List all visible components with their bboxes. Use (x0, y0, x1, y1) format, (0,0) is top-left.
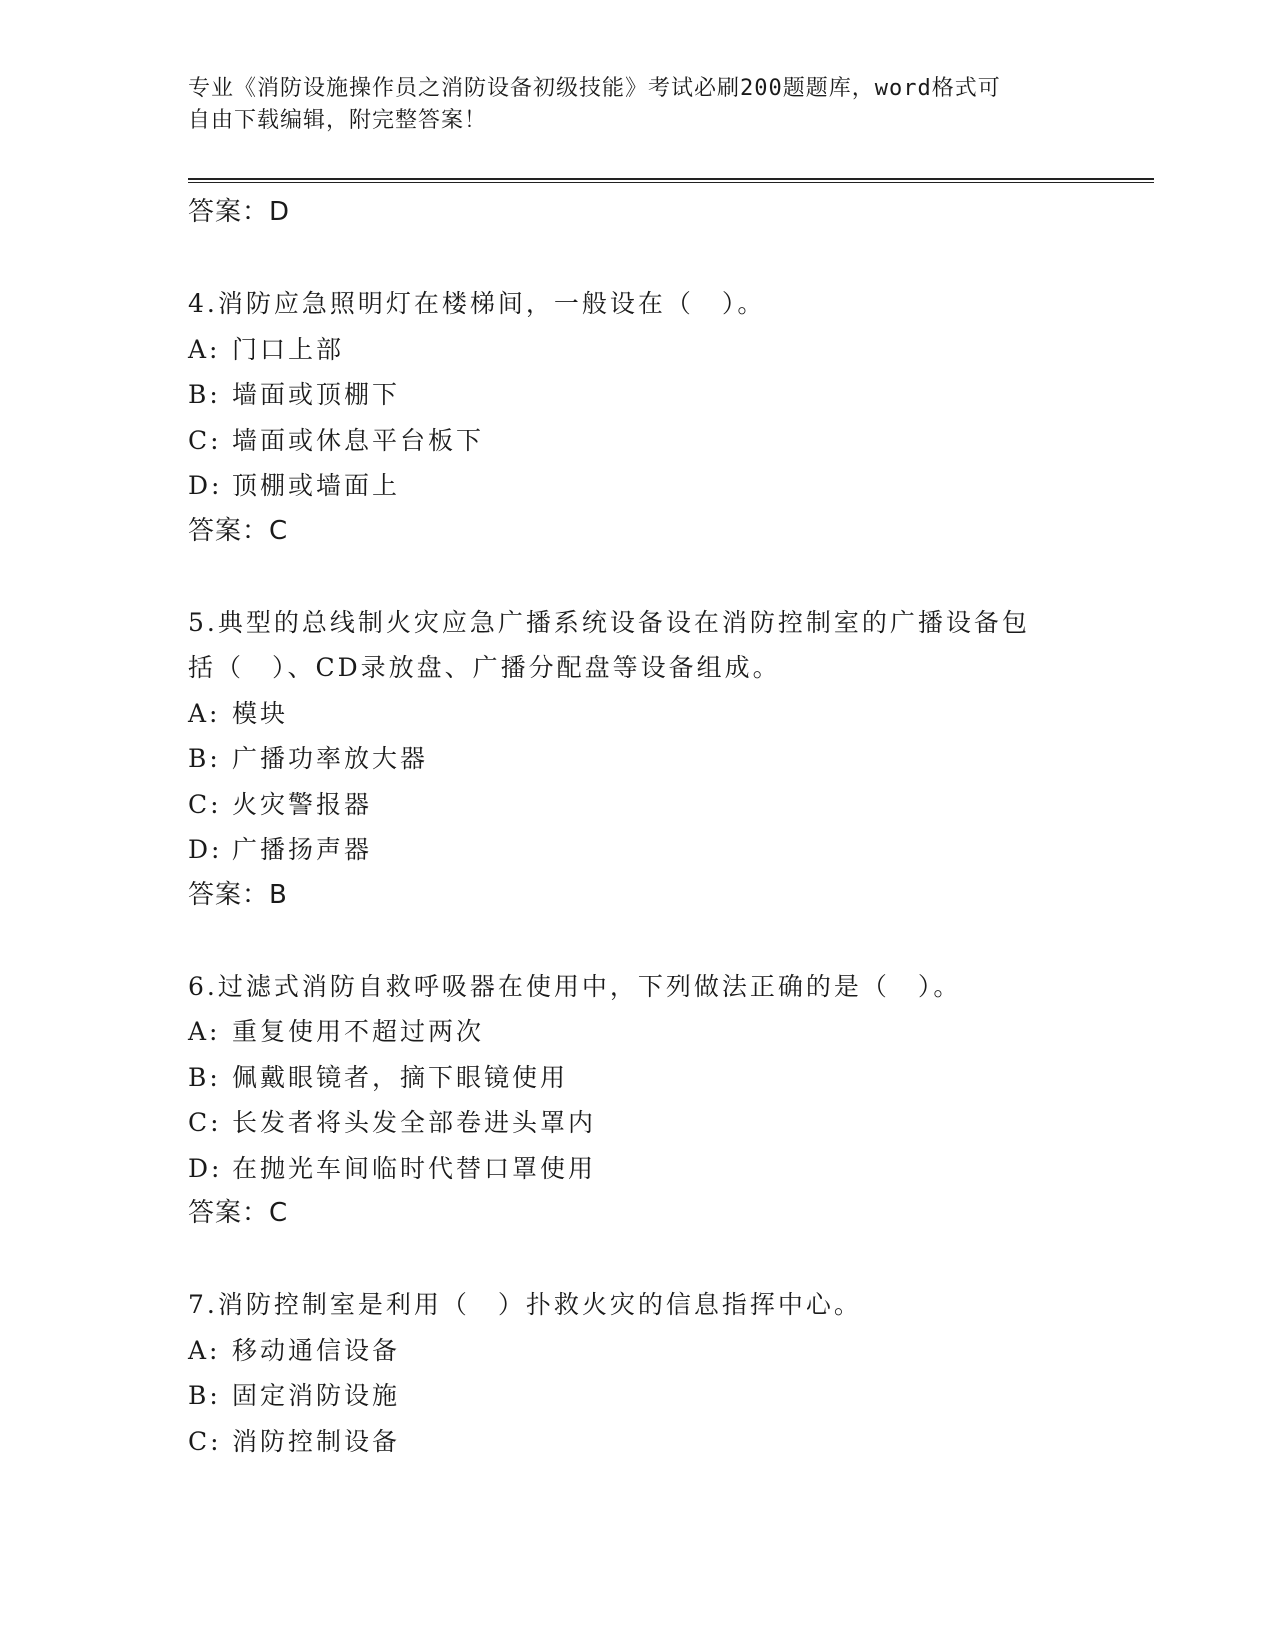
option-text: 佩戴眼镜者，摘下眼镜使用 (232, 1062, 569, 1092)
option-key: C: (188, 425, 222, 455)
option-text: 门口上部 (232, 334, 345, 364)
question-item (188, 281, 1088, 554)
spacer (188, 554, 1088, 600)
option-key: A: (188, 1335, 221, 1365)
option-row (188, 1055, 1088, 1101)
option-text: 重复使用不超过两次 (232, 1017, 485, 1046)
option-key: B: (188, 380, 221, 409)
option-row (188, 782, 1088, 828)
option-row (188, 1146, 1088, 1192)
option-text: 移动通信设备 (232, 1335, 401, 1365)
header-divider (188, 178, 1154, 183)
option-text: 消防控制设备 (232, 1426, 401, 1456)
option-row (188, 327, 1088, 373)
option-row (188, 1100, 1088, 1146)
option-row (188, 1009, 1088, 1055)
option-text: 广播功率放大器 (232, 744, 429, 773)
answer-line: 答案：B (188, 879, 288, 910)
option-key: D: (188, 1153, 223, 1183)
spacer (188, 1237, 1088, 1283)
option-row (188, 1419, 1088, 1465)
option-key: A: (188, 698, 221, 728)
option-row (188, 827, 1088, 873)
spacer (188, 918, 1088, 964)
question-stem-line: 7.消防控制室是利用（ ）扑救火灾的信息指挥中心。 (188, 1290, 862, 1319)
option-key: C: (188, 1108, 222, 1137)
option-row (188, 372, 1088, 418)
header-title-line-1: 专业《消防设施操作员之消防设备初级技能》考试必刷200题题库，word格式可 (188, 76, 1001, 101)
option-key: A: (188, 1017, 221, 1046)
option-key: D: (188, 471, 223, 500)
answer-line: 答案：C (188, 515, 289, 546)
option-text: 长发者将头发全部卷进头罩内 (232, 1108, 597, 1137)
option-text: 在抛光车间临时代替口罩使用 (232, 1153, 597, 1183)
option-text: 墙面或休息平台板下 (232, 425, 485, 455)
answer-line: 答案：D (188, 197, 291, 227)
question-stem-line: 6.过滤式消防自救呼吸器在使用中，下列做法正确的是（ ）。 (188, 971, 962, 1001)
option-key: B: (188, 744, 221, 773)
question-list (188, 190, 1088, 1464)
option-key: B: (188, 1381, 221, 1410)
option-key: C: (188, 789, 222, 819)
page-header (188, 73, 1068, 137)
option-row (188, 463, 1088, 509)
option-row (188, 418, 1088, 464)
option-text: 墙面或顶棚下 (232, 380, 401, 409)
option-text: 火灾警报器 (232, 789, 373, 819)
option-key: B: (188, 1062, 221, 1092)
option-text: 顶棚或墙面上 (232, 471, 401, 500)
spacer (188, 236, 1088, 282)
option-text: 广播扬声器 (232, 835, 373, 864)
answer-line: 答案：C (188, 1198, 289, 1228)
header-title-line-2: 自由下载编辑，附完整答案！ (188, 108, 488, 133)
option-row (188, 691, 1088, 737)
question-stem-line: 4.消防应急照明灯在楼梯间，一般设在（ ）。 (188, 289, 766, 318)
option-row (188, 1373, 1088, 1419)
question-item (188, 964, 1088, 1237)
option-key: D: (188, 835, 223, 864)
option-row (188, 1328, 1088, 1374)
question-item (188, 600, 1088, 919)
option-key: C: (188, 1426, 222, 1456)
option-key: A: (188, 334, 221, 364)
question-stem-line: 括（ ）、CD录放盘、广播分配盘等设备组成。 (188, 653, 781, 682)
option-text: 模块 (232, 698, 289, 728)
option-row (188, 736, 1088, 782)
question-stem-line: 5.典型的总线制火灾应急广播系统设备设在消防控制室的广播设备包 (188, 607, 1030, 637)
question-item (188, 1282, 1088, 1464)
option-text: 固定消防设施 (232, 1381, 401, 1410)
